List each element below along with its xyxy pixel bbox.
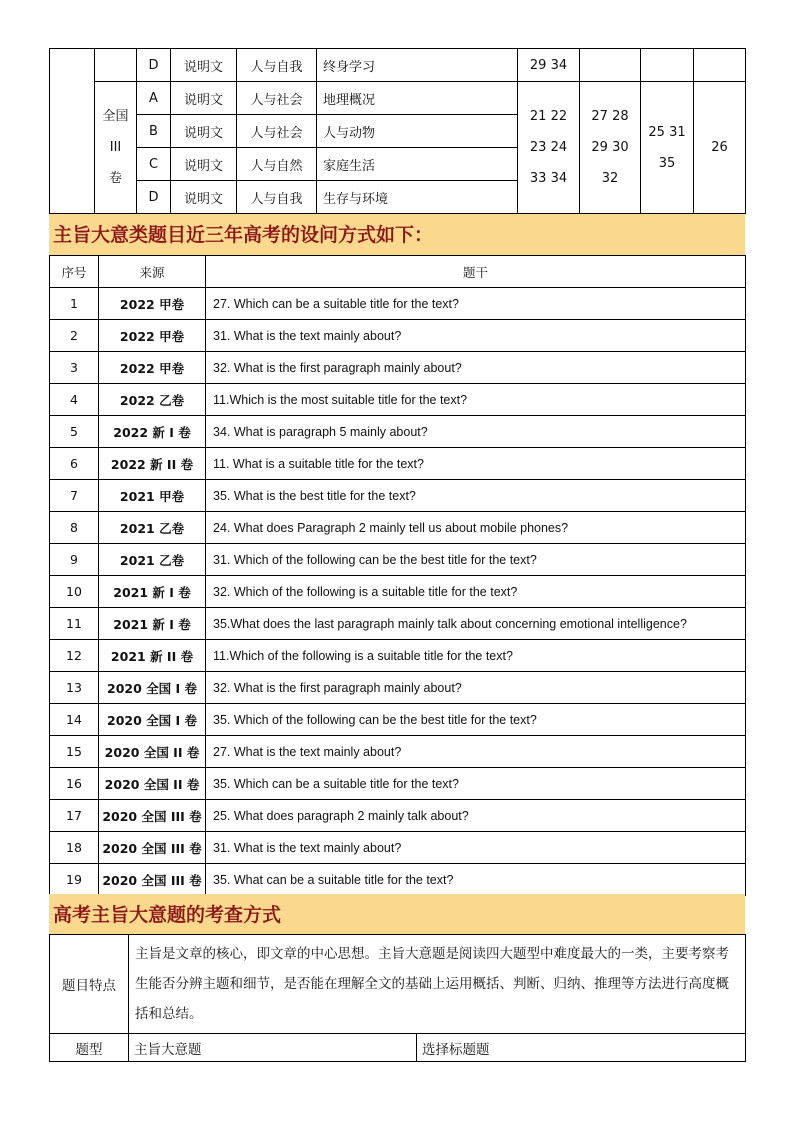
question-number: 2: [50, 320, 99, 352]
question-stem: 31. What is the text mainly about?: [206, 832, 746, 864]
question-number: 9: [50, 544, 99, 576]
table-row: [50, 320, 746, 352]
question-cell: [694, 49, 746, 82]
topic-cell: 生存与环境: [317, 181, 518, 214]
feature-label: 题目特点: [50, 935, 129, 1034]
question-source: 2022 甲卷: [99, 320, 206, 352]
column-header-source: 来源: [99, 256, 206, 288]
question-source: 2022 新 II 卷: [99, 448, 206, 480]
genre-cell: 说明文: [171, 148, 237, 181]
question-number: 15: [50, 736, 99, 768]
table-row: [50, 800, 746, 832]
exam-analysis-table: [49, 48, 746, 214]
genre-cell: 说明文: [171, 82, 237, 115]
question-numbers: 25 31: [648, 124, 686, 140]
question-numbers: 32: [601, 171, 619, 186]
question-stem: 31. Which of the following can be the best title for the text?: [206, 544, 746, 576]
question-number: 18: [50, 832, 99, 864]
table-row: [50, 864, 746, 896]
table-row: [50, 448, 746, 480]
question-numbers: 23 24: [529, 140, 568, 155]
theme-cell: 人与自然: [237, 148, 317, 181]
question-number: 1: [50, 288, 99, 320]
section-heading: 主旨大意类题目近三年高考的设问方式如下：: [49, 214, 745, 255]
question-cell: [518, 82, 580, 214]
question-number: 13: [50, 672, 99, 704]
topic-cell: 家庭生活: [317, 148, 518, 181]
option-cell: D: [137, 181, 171, 214]
year-cell: [50, 49, 95, 214]
volume-label-line: III: [109, 140, 122, 155]
question-number: 16: [50, 768, 99, 800]
table-row: [50, 608, 746, 640]
question-source: 2022 甲卷: [99, 288, 206, 320]
option-cell: B: [137, 115, 171, 148]
question-stem: 35. What is the best title for the text?: [206, 480, 746, 512]
question-stem: 11.Which is the most suitable title for the text?: [206, 384, 746, 416]
column-header-stem: 题干: [206, 256, 746, 288]
question-source: 2020 全国 III 卷: [99, 800, 206, 832]
question-number: 4: [50, 384, 99, 416]
question-stem: 11. What is a suitable title for the text?: [206, 448, 746, 480]
column-header-number: 序号: [50, 256, 99, 288]
section-heading: 高考主旨大意题的考查方式: [49, 894, 745, 934]
question-stem: 32. Which of the following is a suitable title for the text?: [206, 576, 746, 608]
question-type-table: [49, 934, 746, 1062]
option-cell: D: [137, 49, 171, 82]
question-numbers: 35: [658, 155, 676, 171]
question-cell: 26: [694, 82, 746, 214]
question-source: 2021 甲卷: [99, 480, 206, 512]
table-row: [50, 640, 746, 672]
question-cell: [641, 82, 694, 214]
question-source: 2020 全国 II 卷: [99, 736, 206, 768]
question-stem: 34. What is paragraph 5 mainly about?: [206, 416, 746, 448]
question-cell: 29 34: [518, 49, 580, 82]
table-row: [50, 512, 746, 544]
question-source: 2021 乙卷: [99, 544, 206, 576]
table-row: [50, 352, 746, 384]
table-row: [50, 935, 746, 1034]
theme-cell: 人与自我: [237, 49, 317, 82]
table-row: [50, 704, 746, 736]
volume-label-line: 卷: [108, 171, 122, 186]
table-row: [50, 288, 746, 320]
question-number: 7: [50, 480, 99, 512]
question-cell: [580, 82, 641, 214]
table-row: [50, 49, 746, 82]
question-stem-table: [49, 255, 746, 896]
theme-cell: 人与社会: [237, 82, 317, 115]
empty-volume-cell: [95, 49, 137, 82]
question-number: 17: [50, 800, 99, 832]
genre-cell: 说明文: [171, 49, 237, 82]
question-source: 2020 全国 I 卷: [99, 704, 206, 736]
question-source: 2022 甲卷: [99, 352, 206, 384]
volume-label-cell: [95, 82, 137, 214]
question-stem: 35. Which of the following can be the best title for the text?: [206, 704, 746, 736]
theme-cell: 人与社会: [237, 115, 317, 148]
type-label: 题型: [50, 1034, 129, 1062]
question-cell: [580, 49, 641, 82]
question-cell: [641, 49, 694, 82]
question-stem: 32. What is the first paragraph mainly about?: [206, 352, 746, 384]
genre-cell: 说明文: [171, 181, 237, 214]
question-source: 2021 新 II 卷: [99, 640, 206, 672]
table-row: [50, 480, 746, 512]
question-stem: 35. Which can be a suitable title for the text?: [206, 768, 746, 800]
topic-cell: 终身学习: [317, 49, 518, 82]
option-cell: A: [137, 82, 171, 115]
table-row: [50, 576, 746, 608]
table-row: [50, 384, 746, 416]
question-numbers: 21 22: [529, 109, 568, 124]
question-stem: 31. What is the text mainly about?: [206, 320, 746, 352]
question-number: 6: [50, 448, 99, 480]
table-row: [50, 416, 746, 448]
topic-cell: 地理概况: [317, 82, 518, 115]
question-stem: 27. What is the text mainly about?: [206, 736, 746, 768]
question-source: 2022 乙卷: [99, 384, 206, 416]
question-source: 2021 乙卷: [99, 512, 206, 544]
question-number: 3: [50, 352, 99, 384]
theme-cell: 人与自我: [237, 181, 317, 214]
question-number: 11: [50, 608, 99, 640]
type-main: 主旨大意题: [129, 1034, 417, 1062]
question-source: 2020 全国 III 卷: [99, 864, 206, 896]
question-stem: 32. What is the first paragraph mainly about?: [206, 672, 746, 704]
question-number: 8: [50, 512, 99, 544]
topic-cell: 人与动物: [317, 115, 518, 148]
question-number: 19: [50, 864, 99, 896]
question-source: 2020 全国 I 卷: [99, 672, 206, 704]
question-stem: 35.What does the last paragraph mainly talk about concerning emotional intelligence?: [206, 608, 746, 640]
question-numbers: 29 30: [591, 140, 629, 155]
question-source: 2020 全国 III 卷: [99, 832, 206, 864]
question-stem: 35. What can be a suitable title for the text?: [206, 864, 746, 896]
question-stem: 11.Which of the following is a suitable title for the text?: [206, 640, 746, 672]
table-row: [50, 1034, 746, 1062]
question-number: 12: [50, 640, 99, 672]
feature-description: 主旨是文章的核心，即文章的中心思想。主旨大意题是阅读四大题型中难度最大的一类，主要考察考生能否分辨主题和细节，是否能在理解全文的基础上运用概括、判断、归纳、推理等方法进行高度概括和总结。: [129, 935, 746, 1034]
question-stem: 24. What does Paragraph 2 mainly tell us about mobile phones?: [206, 512, 746, 544]
question-number: 14: [50, 704, 99, 736]
table-row: [50, 768, 746, 800]
question-stem: 27. Which can be a suitable title for the text?: [206, 288, 746, 320]
table-header-row: [50, 256, 746, 288]
table-row: [50, 544, 746, 576]
question-number: 10: [50, 576, 99, 608]
option-cell: C: [137, 148, 171, 181]
question-source: 2020 全国 II 卷: [99, 768, 206, 800]
question-stem: 25. What does paragraph 2 mainly talk about?: [206, 800, 746, 832]
table-row: [50, 672, 746, 704]
question-source: 2022 新 I 卷: [99, 416, 206, 448]
type-sub: 选择标题题: [417, 1034, 746, 1062]
table-row: [50, 832, 746, 864]
question-numbers: 33 34: [529, 171, 568, 186]
genre-cell: 说明文: [171, 115, 237, 148]
table-row: [50, 82, 746, 115]
volume-label-line: 全国: [102, 109, 129, 124]
table-row: [50, 736, 746, 768]
question-number: 5: [50, 416, 99, 448]
question-source: 2021 新 I 卷: [99, 608, 206, 640]
question-numbers: 27 28: [591, 109, 629, 124]
question-source: 2021 新 I 卷: [99, 576, 206, 608]
